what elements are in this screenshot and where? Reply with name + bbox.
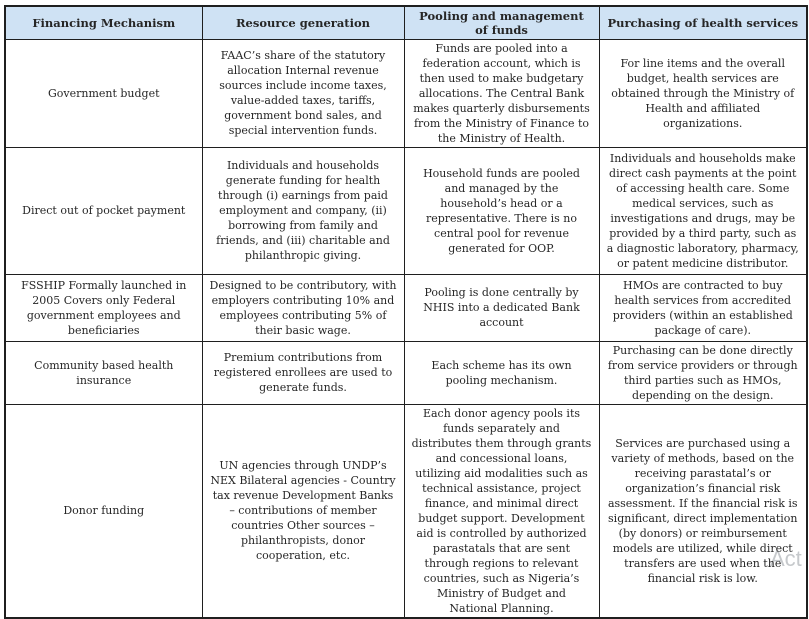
row-community-based-health-insurance [5,341,807,404]
resource-generation-cell: UN agencies through UNDP’s NEX Bilateral agencies - Country tax revenue Development Banks – contributions of member countries Other sources – philanthropists, donor cooperation, etc. [202,404,404,618]
resource-generation-cell: Individuals and households generate funding for health through (i) earnings from paid employment and company, (ii) borrowing from family and friends, and (iii) charitable and philanthropic giving. [202,147,404,274]
row-government-budget [5,39,807,147]
purchasing-cell: Services are purchased using a variety of methods, based on the receiving parastatal’s or organization’s financial risk assessment. If the financial risk is significant, direct implementation (by donors) or reimbursement models are utilized, while direct transfers are used when the financial risk is low. [599,404,807,618]
purchasing-cell: Individuals and households make direct cash payments at the point of accessing health care. Some medical services, such as investigations and drugs, may be provided by a third party, such as a diagnostic laboratory, pharmacy, or patent medicine distributor. [599,147,807,274]
purchasing-cell: Purchasing can be done directly from service providers or through third parties such as HMOs, depending on the design. [599,341,807,404]
table-header-row [5,6,807,39]
resource-generation-cell: Designed to be contributory, with employers contributing 10% and employees contributing 5% of their basic wage. [202,274,404,341]
resource-generation-cell: FAAC’s share of the statutory allocation Internal revenue sources include income taxes, value-added taxes, tariffs, government bond sales, and special intervention funds. [202,39,404,147]
financing-mechanisms-table [4,5,808,619]
column-header-pooling-management: Pooling and management of funds [404,6,599,39]
pooling-cell: Household funds are pooled and managed by the household’s head or a representative. There is no central pool for revenue generated for OOP. [404,147,599,274]
row-fsship [5,274,807,341]
mechanism-cell: Direct out of pocket payment [5,147,202,274]
activation-watermark: Act [770,546,802,571]
pooling-cell: Funds are pooled into a federation account, which is then used to make budgetary allocations. The Central Bank makes quarterly disbursements from the Ministry of Finance to the Ministry of Health. [404,39,599,147]
column-header-financing-mechanism: Financing Mechanism [5,6,202,39]
mechanism-cell: Government budget [5,39,202,147]
row-direct-out-of-pocket [5,147,807,274]
column-header-purchasing-services: Purchasing of health services [599,6,807,39]
purchasing-cell: For line items and the overall budget, health services are obtained through the Ministry of Health and affiliated organizations. [599,39,807,147]
pooling-cell: Each donor agency pools its funds separately and distributes them through grants and concessional loans, utilizing aid modalities such as technical assistance, project finance, and minimal direct budget support. Development aid is controlled by authorized parastatals that are sent through regions to relevant countries, such as Nigeria’s Ministry of Budget and National Planning. [404,404,599,618]
purchasing-cell: HMOs are contracted to buy health services from accredited providers (within an established package of care). [599,274,807,341]
mechanism-cell: Donor funding [5,404,202,618]
financing-table-container [4,5,808,619]
column-header-resource-generation: Resource generation [202,6,404,39]
mechanism-cell: Community based health insurance [5,341,202,404]
pooling-cell: Each scheme has its own pooling mechanism. [404,341,599,404]
resource-generation-cell: Premium contributions from registered enrollees are used to generate funds. [202,341,404,404]
mechanism-cell: FSSHIP Formally launched in 2005 Covers only Federal government employees and beneficiaries [5,274,202,341]
pooling-cell: Pooling is done centrally by NHIS into a dedicated Bank account [404,274,599,341]
row-donor-funding [5,404,807,618]
